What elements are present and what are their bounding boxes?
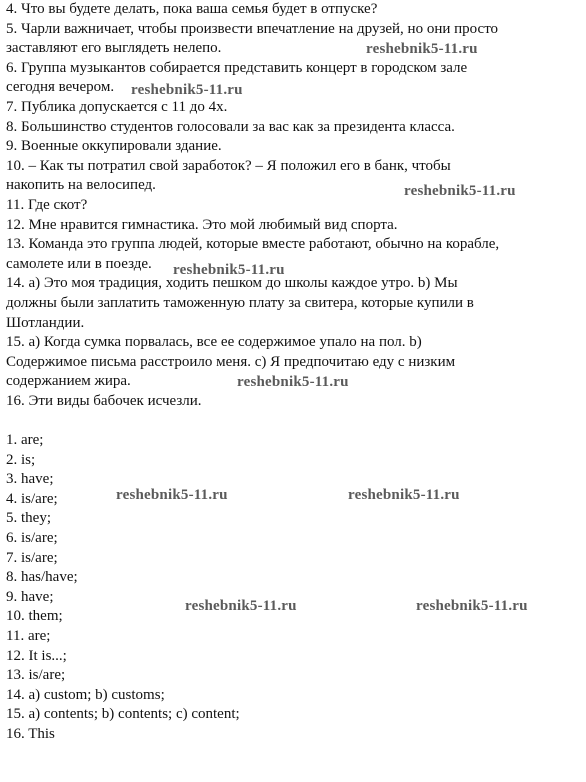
translation-item <box>6 216 582 236</box>
answer-line: 16. This <box>6 725 55 742</box>
translation-item <box>6 0 582 20</box>
translation-item <box>6 20 582 59</box>
translation-line: 16. Эти виды бабочек исчезли. <box>6 392 202 409</box>
translation-line: 7. Публика допускается с 11 до 4х. <box>6 98 228 115</box>
answer-line: 15. a) contents; b) contents; c) content; <box>6 706 240 723</box>
translation-line: содержанием жира. <box>6 373 131 390</box>
watermark: reshebnik5-11.ru <box>348 487 460 503</box>
answer-line: 9. have; <box>6 588 54 605</box>
answer-line: 2. is; <box>6 451 36 468</box>
translation-line: 11. Где скот? <box>6 196 88 213</box>
translation-item <box>6 98 582 118</box>
translation-line: 6. Группа музыкантов собирается представить концерт в городском зале <box>6 59 468 76</box>
translation-line: Содержимое письма расстроило меня. с) Я предпочитаю еду с низким <box>6 353 456 370</box>
translation-line: Шотландии. <box>6 314 85 331</box>
watermark: reshebnik5-11.ru <box>404 183 516 199</box>
answer-line: 11. are; <box>6 628 51 644</box>
answer-line: 13. is/are; <box>6 667 66 684</box>
translation-line: 13. Команда это группа людей, которые вместе работают, обычно на корабле, <box>6 236 500 253</box>
translation-line: 10. – Как ты потратил свой заработок? – Я положил его в банк, чтобы <box>6 157 451 174</box>
watermark: reshebnik5-11.ru <box>185 598 297 614</box>
translation-item <box>6 235 582 274</box>
watermark: reshebnik5-11.ru <box>116 487 228 503</box>
translation-line: 14. а) Это моя традиция, ходить пешком до школы каждое утро. b) Мы <box>6 275 458 292</box>
watermark: reshebnik5-11.ru <box>416 598 528 614</box>
watermark: reshebnik5-11.ru <box>366 41 478 57</box>
translation-line: заставляют его выглядеть нелепо. <box>6 40 222 57</box>
translation-line: 9. Военные оккупировали здание. <box>6 138 222 155</box>
answer-line: 4. is/are; <box>6 490 58 507</box>
document-page <box>6 0 582 745</box>
watermark: reshebnik5-11.ru <box>131 82 243 98</box>
translations-section <box>6 0 582 411</box>
translation-line: 5. Чарли важничает, чтобы произвести впечатление на друзей, но они просто <box>6 20 499 37</box>
answer-line: 12. It is...; <box>6 647 67 664</box>
watermark: reshebnik5-11.ru <box>173 262 285 278</box>
translation-line: сегодня вечером. <box>6 79 115 96</box>
watermark: reshebnik5-11.ru <box>237 374 349 390</box>
translation-item <box>6 137 582 157</box>
translation-item <box>6 59 582 98</box>
translation-line: самолете или в поезде. <box>6 255 152 272</box>
answer-line: 1. are; <box>6 432 44 449</box>
translation-line: 15. а) Когда сумка порвалась, все ее содержимое упало на пол. b) <box>6 334 422 351</box>
answer-line: 5. they; <box>6 510 51 527</box>
answer-line: 14. a) custom; b) customs; <box>6 686 165 703</box>
translation-line: накопить на велосипед. <box>6 177 156 194</box>
answer-line: 7. is/are; <box>6 549 58 566</box>
translation-line: 8. Большинство студентов голосовали за вас как за президента класса. <box>6 118 455 135</box>
translation-item <box>6 274 582 333</box>
answers-section <box>6 431 582 745</box>
answer-line: 8. has/have; <box>6 569 78 586</box>
translation-line: должны были заплатить таможенную плату за свитера, которые купили в <box>6 294 474 311</box>
translation-line: 12. Мне нравится гимнастика. Это мой любимый вид спорта. <box>6 216 398 233</box>
translation-line: 4. Что вы будете делать, пока ваша семья будет в отпуске? <box>6 1 378 17</box>
section-gap <box>6 411 582 431</box>
answer-line: 3. have; <box>6 471 54 488</box>
translation-item <box>6 118 582 138</box>
translation-item <box>6 392 582 412</box>
answer-line: 6. is/are; <box>6 530 58 547</box>
answer-line: 10. them; <box>6 608 63 625</box>
